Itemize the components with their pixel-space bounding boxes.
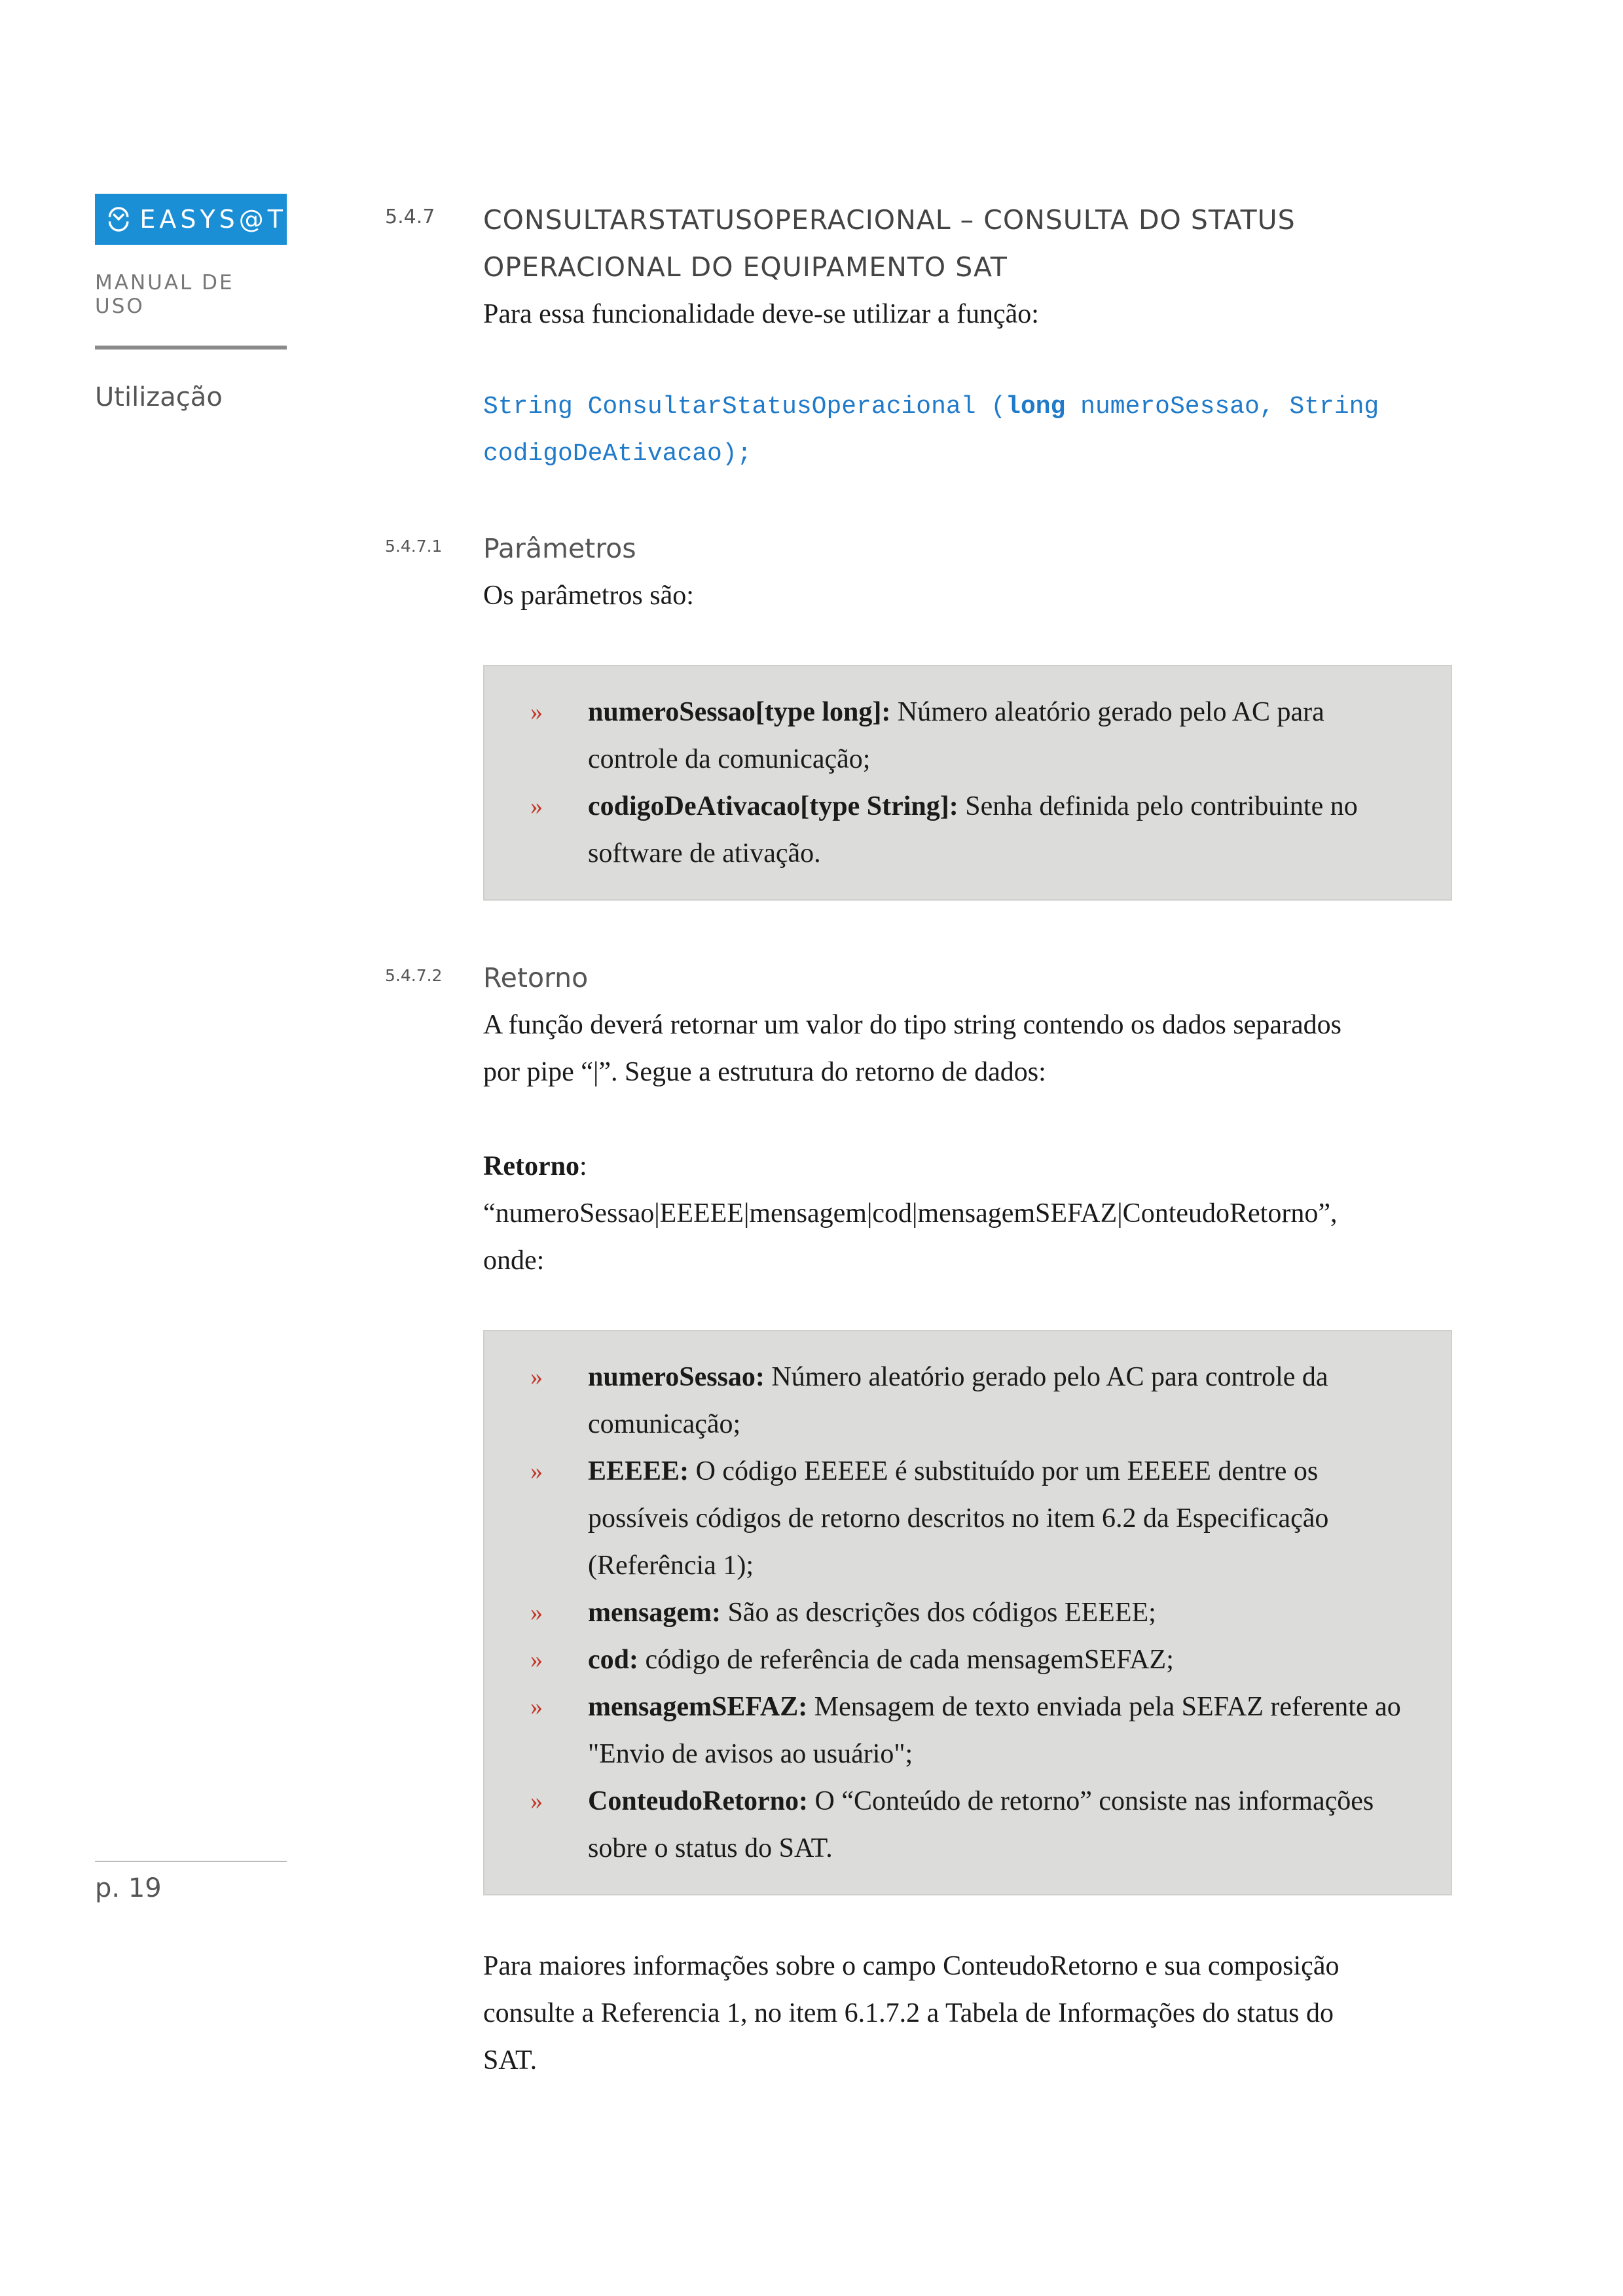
param-name: codigoDeAtivacao[type String]: — [588, 791, 958, 821]
bullet-chevron-icon: » — [530, 793, 543, 820]
code-signature-line1 — [483, 384, 1452, 431]
code-part2: numeroSessao, String — [1065, 393, 1379, 421]
code-signature-line2: codigoDeAtivacao); — [483, 440, 752, 468]
field-name: ConteudoRetorno: — [588, 1786, 808, 1816]
field-desc: O código EEEEE é substituído por um EEEEE dentre os possíveis códigos de retorno descritos no item 6.2 da Especificação (Referência 1); — [588, 1456, 1329, 1581]
field-desc: São as descrições dos códigos EEEEE; — [720, 1598, 1156, 1628]
retorno-format: “numeroSessao|EEEEE|mensagem|cod|mensagemSEFAZ|ConteudoRetorno”, — [483, 1198, 1338, 1229]
param-name: numeroSessao[type long]: — [588, 697, 891, 727]
section-heading — [385, 196, 1452, 291]
footer-divider — [95, 1861, 287, 1862]
field-name: mensagem: — [588, 1598, 721, 1628]
bullet-chevron-icon: » — [530, 698, 543, 726]
sidebar-divider — [95, 346, 287, 350]
main-content — [385, 196, 1452, 2084]
params-number: 5.4.7.1 — [385, 537, 443, 556]
section-title-line1: CONSULTARSTATUSOPERACIONAL – CONSULTA DO STATUS — [483, 204, 1296, 236]
bullet-chevron-icon: » — [530, 1458, 543, 1485]
params-intro: Os parâmetros são: — [483, 581, 694, 611]
closing-line3: SAT. — [483, 2045, 538, 2075]
code-keyword: long — [1006, 393, 1066, 421]
list-item — [530, 783, 1418, 877]
bullet-chevron-icon: » — [530, 1693, 543, 1721]
closing-line1: Para maiores informações sobre o campo ConteudoRetorno e sua composição — [483, 1951, 1340, 1981]
retorno-label-colon: : — [579, 1151, 587, 1181]
bullet-chevron-icon: » — [530, 1787, 543, 1815]
retorno-intro-line1: A função deverá retornar um valor do tipo string contendo os dados separados — [483, 1010, 1341, 1040]
retorno-label-line — [483, 1143, 1452, 1190]
retorno-heading — [385, 954, 1452, 1001]
retorno-label: Retorno — [483, 1151, 579, 1181]
retorno-number: 5.4.7.2 — [385, 966, 443, 985]
retorno-title: Retorno — [483, 962, 589, 994]
params-title: Parâmetros — [483, 533, 636, 564]
field-desc: Mensagem de texto enviada pela SEFAZ referente ao "Envio de avisos ao usuário"; — [588, 1692, 1401, 1769]
list-item — [530, 1354, 1418, 1448]
field-desc: Número aleatório gerado pelo AC para controle da comunicação; — [588, 1362, 1328, 1439]
brand-logo — [95, 194, 287, 245]
field-name: mensagemSEFAZ: — [588, 1692, 808, 1722]
page-number: p. 19 — [95, 1873, 162, 1903]
retorno-intro-line2: por pipe “|”. Segue a estrutura do retorno de dados: — [483, 1057, 1046, 1087]
section-number: 5.4.7 — [385, 206, 435, 228]
list-item — [530, 1636, 1418, 1683]
section-intro: Para essa funcionalidade deve-se utilizar a função: — [483, 299, 1039, 329]
closing-line2: consulte a Referencia 1, no item 6.1.7.2 a Tabela de Informações do status do — [483, 1998, 1334, 2028]
code-part1: String ConsultarStatusOperacional ( — [483, 393, 1006, 421]
field-desc: código de referência de cada mensagemSEFAZ; — [638, 1645, 1174, 1675]
logo-text: EASYS@T — [139, 205, 287, 234]
retorno-onde: onde: — [483, 1246, 545, 1276]
section-title-line2: OPERACIONAL DO EQUIPAMENTO SAT — [483, 251, 1008, 283]
bullet-chevron-icon: » — [530, 1646, 543, 1674]
param-desc: Número aleatório gerado pelo AC para controle da comunicação; — [588, 697, 1324, 774]
field-name: EEEEE: — [588, 1456, 689, 1486]
retorno-box — [483, 1330, 1452, 1895]
params-box — [483, 665, 1452, 901]
field-name: numeroSessao: — [588, 1362, 765, 1392]
list-item — [530, 689, 1418, 783]
list-item — [530, 1589, 1418, 1636]
manual-label: MANUAL DE USO — [95, 271, 234, 318]
field-name: cod: — [588, 1645, 638, 1675]
sidebar-section-name: Utilização — [95, 382, 223, 412]
field-desc: O “Conteúdo de retorno” consiste nas informações sobre o status do SAT. — [588, 1786, 1374, 1863]
list-item — [530, 1683, 1418, 1778]
bullet-chevron-icon: » — [530, 1599, 543, 1626]
params-heading — [385, 525, 1452, 572]
bullet-chevron-icon: » — [530, 1363, 543, 1391]
list-item — [530, 1778, 1418, 1872]
sidebar — [95, 194, 287, 412]
logo-mark-icon — [104, 202, 133, 236]
param-desc: Senha definida pelo contribuinte no software de ativação. — [588, 791, 1358, 869]
list-item — [530, 1448, 1418, 1589]
